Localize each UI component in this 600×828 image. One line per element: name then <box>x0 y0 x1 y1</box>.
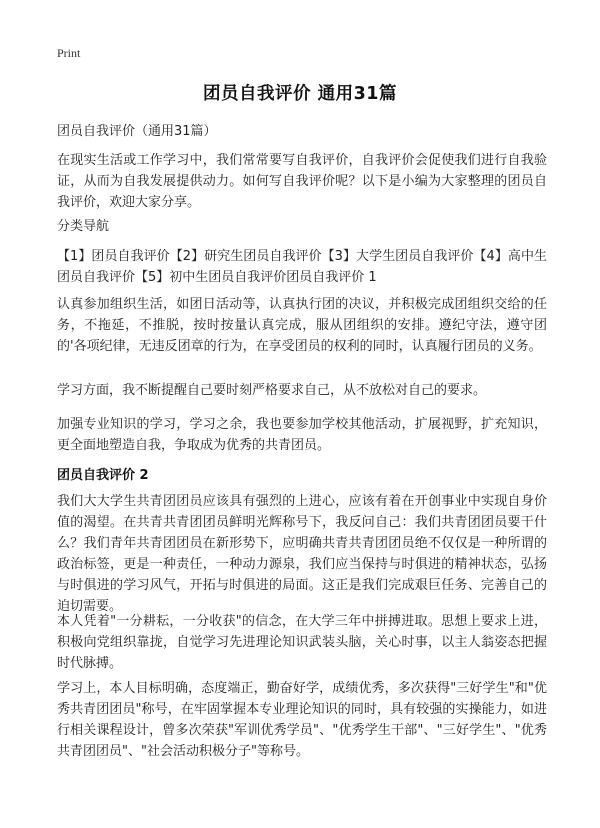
paragraph: 本人凭着"一分耕耘，一分收获"的信念，在大学三年中拼搏进取。思想上要求上进，积极向党组织靠拢，自觉学习先进理论知识武装头脑，关心时事，以主人翁姿态把握时代脉搏。 <box>57 614 547 671</box>
page-title: 团员自我评价 通用31篇 <box>203 84 397 104</box>
paragraph: 认真参加组织生活，如团日活动等，认真执行团的决议，并积极完成团组织交给的任务，不拖延，不推脱，按时按量认真完成，服从团组织的安排。遵纪守法，遵守团的'各项纪律，无违反团章的行为，在享受团员的权利的同时，认真履行团员的义务。 <box>57 297 547 354</box>
paragraph: 加强专业知识的学习，学习之余，我也要参加学校其他活动，扩展视野，扩充知识，更全面地塑造自我，争取成为优秀的共青团员。 <box>57 417 547 453</box>
paragraph: 我们大大学生共青团团员应该具有强烈的上进心，应该有着在开创事业中实现自身价值的渴望。在共青共青团团员鲜明光辉称号下，我反问自己：我们共青团团员要干什么？我们青年共青团团员在新形势下，应明确共青共青团团员绝不仅仅是一种所谓的政治标签，更是一种责任，一种动力源泉，我们应当保持与时俱进的精神状态，弘扬与时俱进的学习风气，开拓与时俱进的局面。这正是我们完成艰巨任务、完善自己的迫切需要。 <box>57 494 547 614</box>
intro-paragraph: 在现实生活或工作学习中，我们常常要写自我评价，自我评价会促使我们进行自我验证，从而为自我发展提供动力。如何写自我评价呢？以下是小编为大家整理的团员自我评价，欢迎大家分享。 <box>57 153 547 210</box>
subtitle: 团员自我评价（通用31篇） <box>57 124 217 139</box>
paragraph: 学习方面，我不断提醒自己要时刻严格要求自己，从不放松对自己的要求。 <box>57 383 487 398</box>
section-heading: 团员自我评价 2 <box>57 468 149 483</box>
print-link[interactable]: Print <box>57 46 81 60</box>
paragraph: 学习上，本人目标明确，态度端正，勤奋好学，成绩优秀，多次获得"三好学生"和"优秀共青团团员"称号，在牢固掌握本专业理论知识的同时，具有较强的实操能力，如进行相关课程设计，曾多次荣获"军训优秀学员"、"优秀学生干部"、"三好学生"、"优秀共青团团员"、"社会活动积极分子"等称号。 <box>57 681 547 759</box>
nav-label: 分类导航 <box>57 219 110 234</box>
category-nav-links[interactable]: 【1】团员自我评价【2】研究生团员自我评价【3】大学生团员自我评价【4】高中生团员自我评价【5】初中生团员自我评价团员自我评价 1 <box>57 249 547 285</box>
